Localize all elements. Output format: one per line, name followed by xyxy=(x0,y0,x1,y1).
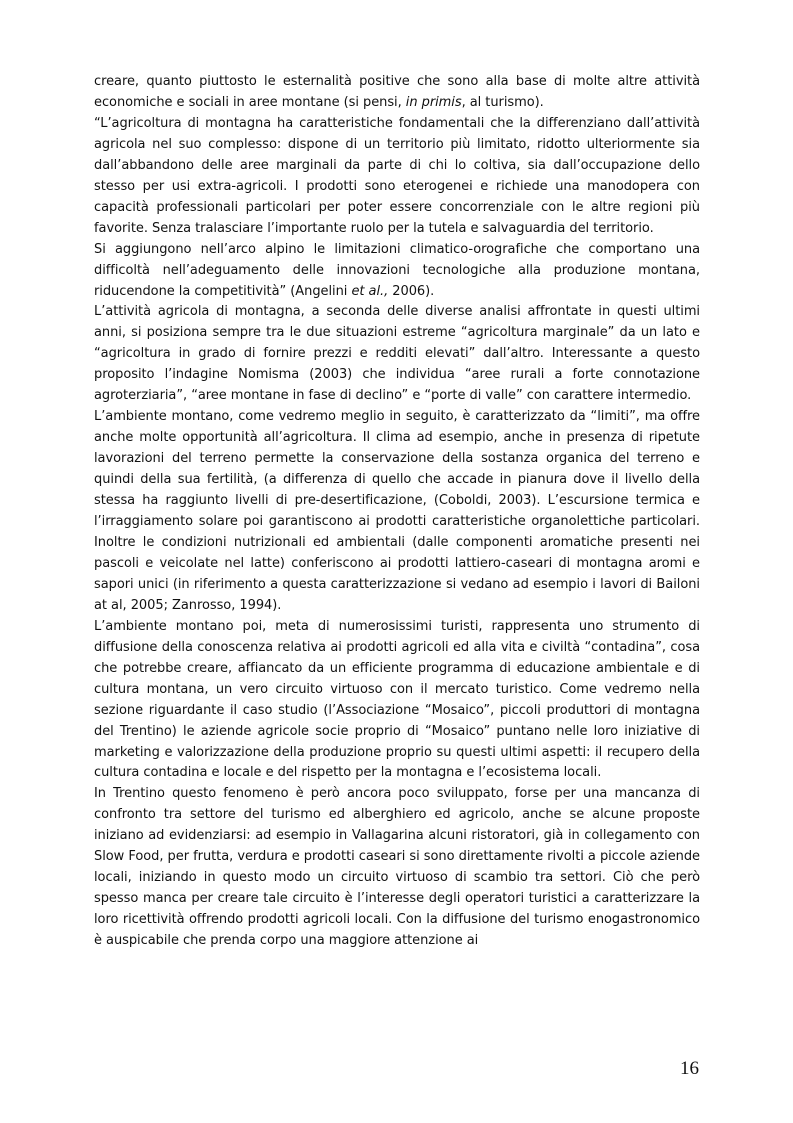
paragraph: Si aggiungono nell’arco alpino le limitazioni climatico-orografiche che comportano una difficoltà nell’adeguamento delle innovazioni tecnologiche alla produzione montana, riducendone la competitività” (Angelini et al., 2006). xyxy=(94,241,700,299)
paragraph: In Trentino questo fenomeno è però ancora poco sviluppato, forse per una mancanza di confronto tra settore del turismo ed alberghiero ed agricolo, anche se alcune proposte iniziano ad evidenziarsi: ad esempio in Vallagarina alcuni ristoratori, già in collegamento con Slow Food, per frutta, verdura e prodotti caseari si sono direttamente rivolti a piccole aziende locali, iniziando in questo modo un circuito virtuoso di scambio tra settori. Ciò che però spesso manca per creare tale circuito è l’interesse degli operatori turistici a caratterizzare la loro ricettività offrendo prodotti agricoli locali. Con la diffusione del turismo enogastronomico è auspicabile che prenda corpo una maggiore attenzione ai xyxy=(94,786,700,949)
italic-citation: et al., xyxy=(351,283,389,299)
document-body xyxy=(94,72,700,952)
paragraph: L’ambiente montano, come vedremo meglio in seguito, è caratterizzato da “limiti”, ma offre anche molte opportunità all’agricoltura. Il clima ad esempio, anche in presenza di ripetute lavorazioni del terreno permette la conservazione della sostanza organica del terreno e quindi della sua fertilità, (a differenza di quello che accade in pianura dove il livello della stessa ha raggiunto livelli di pre-desertificazione, (Coboldi, 2003). L’escursione termica e l’irraggiamento solare poi garantiscono ai prodotti caratteristiche organolettiche particolari. Inoltre le condizioni nutrizionali ed ambientali (dalle componenti aromatiche presenti nei pascoli e veicolate nel latte) conferiscono ai prodotti lattiero-caseari di montagna aromi e sapori unici (in riferimento a questa caratterizzazione si vedano ad esempio i lavori di Bailoni at al, 2005; Zanrosso, 1994). xyxy=(94,409,700,613)
page-number: 16 xyxy=(680,1058,699,1079)
paragraph: creare, quanto piuttosto le esternalità positive che sono alla base di molte altre attività economiche e sociali in aree montane (si pensi, in primis, al turismo). xyxy=(94,74,700,110)
paragraph: L’ambiente montano poi, meta di numerosissimi turisti, rappresenta uno strumento di diffusione della conoscenza relativa ai prodotti agricoli ed alla vita e civiltà “contadina”, cosa che potrebbe creare, affiancato da un efficiente programma di educazione ambientale e di cultura montana, un vero circuito virtuoso con il mercato turistico. Come vedremo nella sezione riguardante il caso studio (l’Associazione “Mosaico”, piccoli produttori di montagna del Trentino) le aziende agricole socie proprio di “Mosaico” puntano nelle loro iniziative di marketing e valorizzazione della produzione proprio su questi ultimi aspetti: il recupero della cultura contadina e locale e del rispetto per la montagna e l’ecosistema locali. xyxy=(94,618,700,781)
paragraph: “L’agricoltura di montagna ha caratteristiche fondamentali che la differenziano dall’attività agricola nel suo complesso: dispone di un territorio più limitato, ridotto ulteriormente sia dall’abbandono delle aree marginali da parte di chi lo coltiva, sia dall’occupazione dello stesso per usi extra-agricoli. I prodotti sono eterogenei e richiede una manodopera con capacità professionali particolari per poter essere concorrenziale con le altre regioni più favorite. Senza tralasciare l’importante ruolo per la tutela e salvaguardia del territorio. xyxy=(94,115,700,236)
italic-term: in primis xyxy=(405,94,462,110)
paragraph: L’attività agricola di montagna, a seconda delle diverse analisi affrontate in questi ultimi anni, si posiziona sempre tra le due situazioni estreme “agricoltura marginale” da un lato e “agricoltura in grado di fornire prezzi e redditi elevati” dall’altro. Interessante a questo proposito l’indagine Nomisma (2003) che individua “aree rurali a forte connotazione agroterziaria”, “aree montane in fase di declino” e “porte di valle” con carattere intermedio. xyxy=(94,304,700,404)
